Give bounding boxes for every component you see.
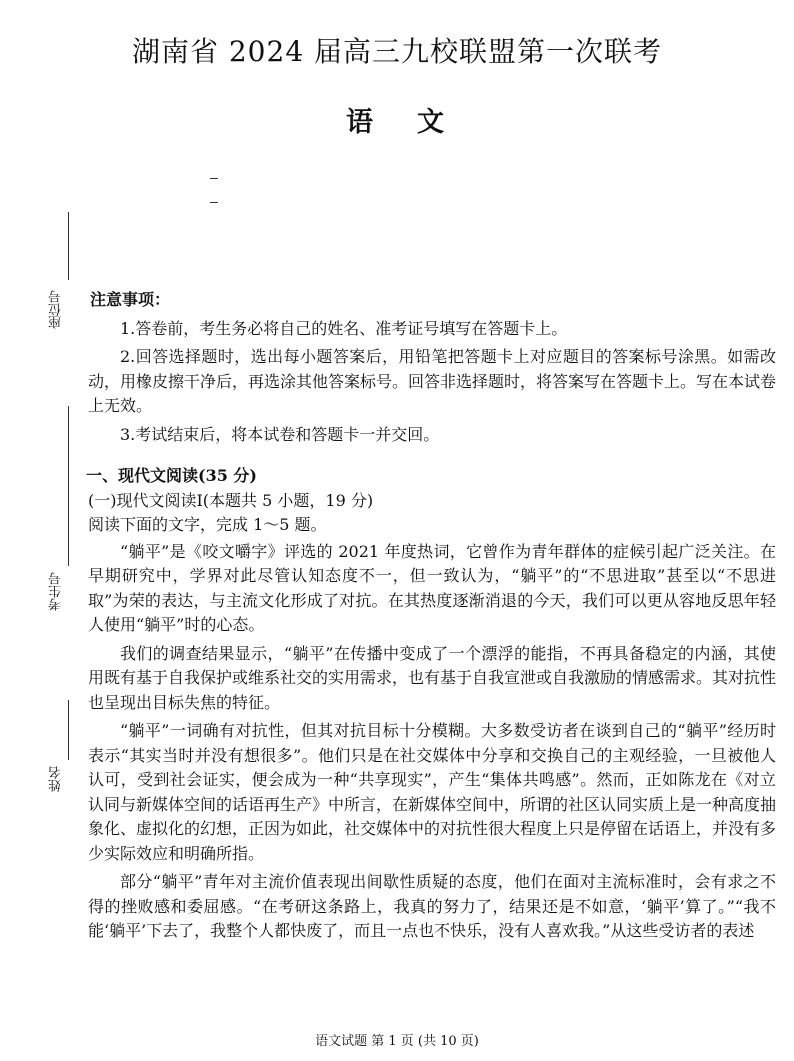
page-footer: 语文试题 第 1 页 (共 10 页)	[315, 1034, 479, 1049]
name-label: 姓名	[49, 766, 64, 792]
passage-paragraph: “躺平”是《咬文嚼字》评选的 2021 年度热词，它曾作为青年群体的症候引起广泛关注。在早期研究中，学界对此尽管认知态度不一，但一致认为，“躺平”的“不思进取”甚至以“不思进取”为荣的表达，与主流文化形成了对抗。在其热度逐渐消退的今天，我们可以更从容地反思年轻人使用“躺平”时的心态。	[88, 541, 776, 634]
exam-id-line	[68, 406, 69, 566]
passage-paragraph: “躺平”一词确有对抗性，但其对抗目标十分模糊。大多数受访者在谈到自己的“躺平”经历时表示“其实当时并没有想很多”。他们只是在社交媒体中分享和交换自己的主观经验，一旦被他人认可，受到社会证实，便会成为一种“共享现实”，产生“集体共鸣感”。然而，正如陈龙在《对立认同与新媒体空间的话语再生产》中所言，在新媒体空间中，所谓的社区认同实质上是一种高度抽象化、虚拟化的幻想，正因为如此，社交媒体中的对抗性很大程度上只是停留在话语上，并没有多少实际效应和明确所指。	[88, 721, 777, 863]
notice-block	[88, 288, 776, 447]
subject-title: 语文	[346, 107, 488, 138]
exam-title: 湖南省 2024 届高三九校联盟第一次联考	[131, 35, 663, 68]
seat-line	[68, 212, 69, 280]
notice-item: 2.回答选择题时，选出每小题答案后，用铅笔把答题卡上对应题目的答案标号涂黑。如需改动，用橡皮擦干净后，再选涂其他答案标号。回答非选择题时，将答案写在答题卡上。写在本试卷上无效。	[88, 347, 777, 415]
notice-item: 3.考试结束后，将本试卷和答题卡一并交回。	[120, 424, 440, 444]
reading-section	[88, 464, 776, 944]
notice-heading: 注意事项：	[90, 290, 171, 309]
section-subheading: (一)现代文阅读Ⅰ(本题共 5 小题，19 分)	[88, 490, 374, 510]
passage-paragraph: 我们的调查结果显示，“躺平”在传播中变成了一个漂浮的能指，不再具备稳定的内涵，其使用既有基于自我保护或维系社交的实用需求，也有基于自我宣泄或自我激励的情感需求。其对抗性也呈现出目标失焦的特征。	[88, 643, 777, 712]
notice-item: 1.答卷前，考生务必将自己的姓名、准考证号填写在答题卡上。	[120, 318, 568, 338]
seat-label: 座位号	[49, 290, 64, 329]
dash-mark	[210, 202, 218, 203]
section-instruction: 阅读下面的文字，完成 1～5 题。	[88, 515, 327, 534]
passage-paragraph: 部分“躺平”青年对主流价值表现出间歇性质疑的态度，他们在面对主流标准时，会有求之不得的挫败感和委屈感。“在考研这条路上，我真的努力了，结果还是不如意，‘躺平’算了。”“我不能‘躺平’下去了，我整个人都快废了，而且一点也不快乐，没有人喜欢我。”从这些受访者的表述	[88, 872, 776, 940]
dash-mark	[210, 178, 218, 179]
exam-id-label: 考生号	[49, 572, 64, 611]
name-line	[68, 700, 69, 760]
section-heading: 一、现代文阅读(35 分)	[86, 466, 257, 485]
